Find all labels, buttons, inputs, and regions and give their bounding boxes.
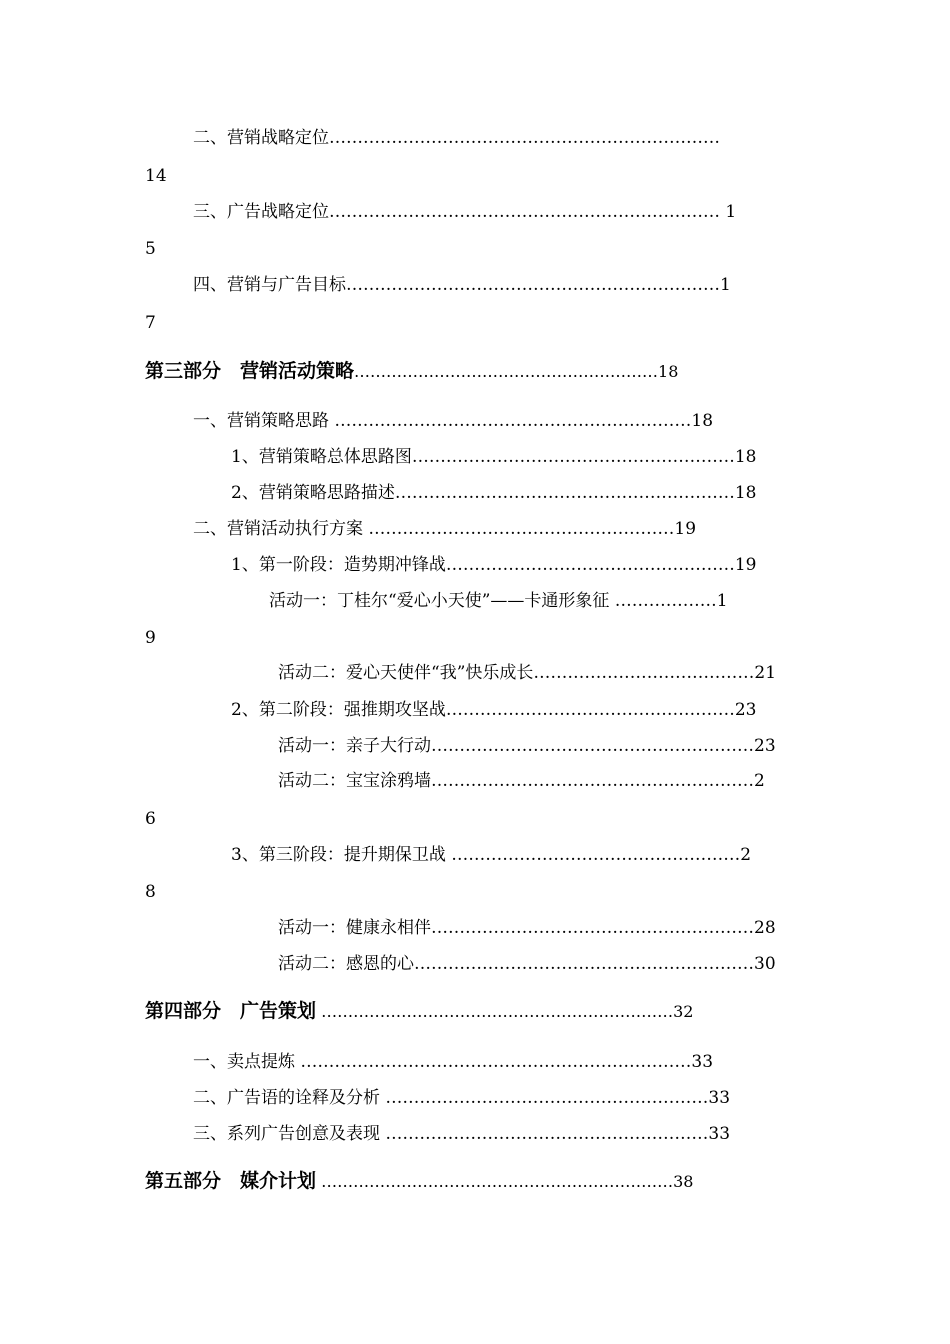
toc-page-number: 18: [691, 411, 714, 431]
toc-page-number: 14: [145, 166, 167, 186]
toc-part-title: 第三部分 营销活动策略: [145, 360, 355, 382]
toc-entry[interactable]: [193, 1051, 818, 1073]
toc-entry[interactable]: [193, 1087, 818, 1109]
toc-leader-dots: ……………………………………………: [445, 555, 735, 575]
toc-leader-dots: ……………………………………………………………: [329, 128, 720, 148]
toc-page-number: 19: [674, 519, 697, 539]
toc-entry-title: 2、第二阶段：强推期攻坚战: [231, 700, 446, 720]
toc-leader-dots: …………………………………………………: [411, 447, 735, 467]
toc-leader-dots: ………………………………………………………: [329, 411, 692, 431]
toc-entry-title: 活动一：亲子大行动: [278, 736, 431, 756]
toc-page-number: 18: [658, 362, 679, 381]
toc-page-number: 23: [734, 700, 757, 720]
toc-leader-dots: …………………………………………………………: [316, 1172, 674, 1191]
toc-entry[interactable]: [231, 844, 821, 866]
toc-entry[interactable]: [231, 446, 821, 468]
toc-entry[interactable]: [193, 274, 818, 296]
toc-entry-title: 三、系列广告创意及表现: [193, 1124, 380, 1144]
toc-page-number: 18: [734, 483, 757, 503]
toc-page-number: 18: [734, 447, 757, 467]
toc-page-number: 19: [734, 555, 757, 575]
toc-leader-dots: …………………………………………………: [380, 1088, 709, 1108]
toc-page-number: 2: [740, 845, 752, 865]
toc-leader-dots: …………………………………………………………: [346, 275, 720, 295]
toc-leader-dots: …………………………………………………………: [316, 1002, 674, 1021]
toc-entry-title: 活动二：爱心天使伴“我”快乐成长: [278, 663, 534, 683]
toc-part-heading[interactable]: [145, 360, 815, 383]
toc-entry-title: 1、第一阶段：造势期冲锋战: [231, 555, 446, 575]
toc-entry[interactable]: [193, 518, 818, 540]
toc-entry[interactable]: [278, 735, 818, 757]
toc-entry[interactable]: [231, 482, 821, 504]
toc-part-heading[interactable]: [145, 1170, 820, 1193]
toc-part-title: 第五部分 媒介计划: [145, 1170, 317, 1192]
toc-page-number: 28: [754, 918, 776, 938]
toc-entry[interactable]: [278, 662, 818, 684]
toc-leader-dots: …………………………………………………: [380, 1124, 709, 1144]
toc-page-number: 1: [716, 591, 728, 611]
toc-leader-dots: ……………………………………………: [445, 845, 741, 865]
toc-page-number: 33: [708, 1088, 731, 1108]
toc-page-number: 1: [725, 202, 737, 222]
toc-entry-title: 二、营销活动执行方案: [193, 519, 363, 539]
toc-leader-dots: …………………………………………………: [354, 362, 659, 381]
toc-page-number: 5: [145, 239, 156, 259]
toc-entry-title: 二、广告语的诠释及分析: [193, 1088, 380, 1108]
toc-leader-dots: ……………………………………………………: [414, 954, 754, 974]
toc-page-number: 33: [691, 1052, 714, 1072]
toc-page-number: 1: [720, 275, 731, 295]
toc-entry-title: 四、营销与广告目标: [193, 275, 346, 295]
toc-entry-title: 3、第三阶段：提升期保卫战: [231, 845, 446, 865]
toc-entry-title: 活动二：感恩的心: [278, 954, 414, 974]
toc-page-number: 23: [754, 736, 776, 756]
toc-entry[interactable]: [269, 590, 814, 612]
toc-entry[interactable]: [193, 410, 818, 432]
toc-entry-title: 活动一：丁桂尔“爱心小天使”——卡通形象征: [269, 591, 610, 611]
toc-entry[interactable]: [193, 201, 818, 223]
toc-leader-dots: …………………………………: [533, 663, 755, 683]
toc-page-number: 21: [754, 663, 777, 683]
toc-entry[interactable]: [193, 127, 818, 149]
toc-entry-title: 1、营销策略总体思路图: [231, 447, 412, 467]
toc-page-number: 7: [145, 313, 156, 333]
toc-entry-title: 活动二：宝宝涂鸦墙: [278, 771, 431, 791]
toc-page-number: 30: [754, 954, 776, 974]
toc-leader-dots: ……………………………………………………………: [295, 1052, 692, 1072]
toc-entry[interactable]: [231, 699, 821, 721]
toc-entry[interactable]: [231, 554, 821, 576]
toc-page-number: 2: [754, 771, 765, 791]
toc-entry[interactable]: [278, 770, 818, 792]
toc-entry-title: 二、营销战略定位: [193, 128, 329, 148]
toc-page-number: 33: [708, 1124, 731, 1144]
toc-entry[interactable]: [193, 1123, 818, 1145]
toc-leader-dots: ……………………………………………: [445, 700, 735, 720]
toc-page-number: 32: [673, 1002, 694, 1021]
toc-leader-dots: …………………………………………………: [431, 918, 754, 938]
toc-leader-dots: ………………: [609, 591, 717, 611]
toc-leader-dots: ……………………………………………………………: [329, 202, 726, 222]
toc-page-number: 9: [145, 628, 156, 648]
toc-page-number: 8: [145, 882, 156, 902]
toc-entry[interactable]: [278, 953, 818, 975]
toc-entry-title: 一、营销策略思路: [193, 411, 329, 431]
toc-page-number: 6: [145, 809, 156, 829]
toc-entry-title: 一、卖点提炼: [193, 1052, 295, 1072]
toc-leader-dots: ………………………………………………: [363, 519, 675, 539]
toc-page-number: 38: [673, 1172, 694, 1191]
toc-entry-title: 活动一：健康永相伴: [278, 918, 431, 938]
toc-entry-title: 三、广告战略定位: [193, 202, 329, 222]
toc-entry-title: 2、营销策略思路描述: [231, 483, 395, 503]
toc-part-title: 第四部分 广告策划: [145, 1000, 317, 1022]
toc-entry[interactable]: [278, 917, 818, 939]
toc-part-heading[interactable]: [145, 1000, 820, 1023]
toc-leader-dots: …………………………………………………: [431, 771, 754, 791]
toc-leader-dots: ……………………………………………………: [394, 483, 735, 503]
toc-leader-dots: …………………………………………………: [431, 736, 754, 756]
